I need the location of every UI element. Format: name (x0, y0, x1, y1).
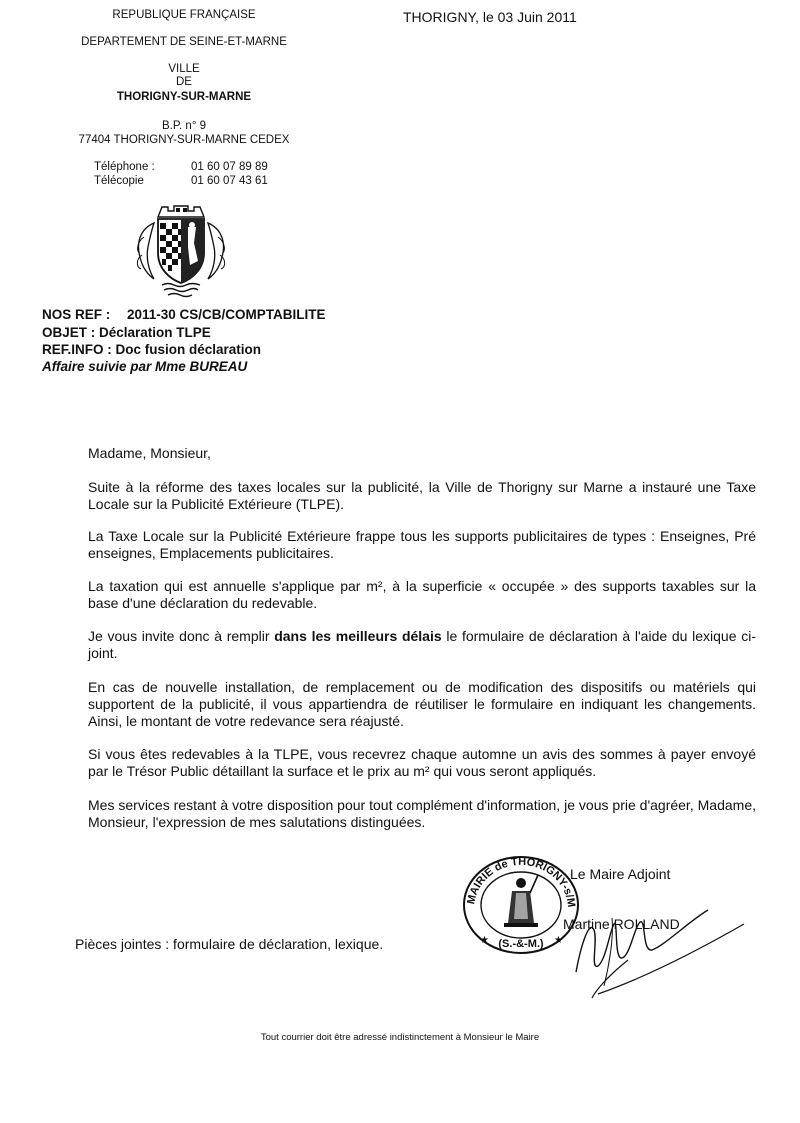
handwritten-signature-icon (568, 900, 758, 1000)
paragraph-6 (88, 746, 756, 780)
nos-ref-label: NOS REF : (42, 307, 111, 322)
de-label: DE (176, 76, 192, 88)
paragraph-7 (88, 797, 756, 831)
paragraph-4 (88, 628, 756, 662)
paragraph-2 (88, 528, 756, 562)
paragraph-2-text: La Taxe Locale sur la Publicité Extérieure frappe tous les supports publicitaires de types : Enseignes, Pré enseignes, Emplacements publicitaires. (88, 528, 756, 561)
fax-value: 01 60 07 43 61 (191, 175, 268, 187)
republic-heading: REPUBLIQUE FRANÇAISE (112, 9, 256, 21)
phone-value: 01 60 07 89 89 (191, 161, 268, 173)
paragraph-6-text: Si vous êtes redevables à la TLPE, vous recevrez chaque automne un avis des sommes à payer envoyé par le Trésor Public détaillant la surface et le prix au m² qui vous seront appliqués. (88, 746, 756, 779)
postal-address: 77404 THORIGNY-SUR-MARNE CEDEX (78, 134, 290, 146)
stamp-bottom-text: (S.-&-M.) (498, 938, 544, 950)
paragraph-5 (88, 679, 756, 730)
salutation: Madame, Monsieur, (88, 445, 211, 461)
signatory-title: Le Maire Adjoint (570, 866, 671, 882)
objet-line: OBJET : Déclaration TLPE (42, 325, 211, 340)
paragraph-5-text: En cas de nouvelle installation, de remplacement ou de modification des dispositifs ou matériels qui supportent de la publicité, il vous appartiendra de réutiliser le formulaire en indiquant les changements. Ainsi, le montant de votre redevance sera réajusté. (88, 679, 756, 729)
town-name: THORIGNY-SUR-MARNE (116, 91, 252, 103)
paragraph-4-emphasis: dans les meilleurs délais (274, 628, 442, 644)
ville-label: VILLE (168, 63, 200, 75)
paragraph-7-text: Mes services restant à votre disposition pour tout complément d'information, je vous prie d'agréer, Madame, Monsieur, l'expression de mes salutations distinguées. (88, 797, 756, 830)
svg-text:★: ★ (480, 935, 489, 946)
bp-line: B.P. n° 9 (161, 120, 207, 132)
paragraph-1 (88, 479, 756, 513)
affaire-line: Affaire suivie par Mme BUREAU (42, 359, 248, 374)
fax-label: Télécopie (94, 175, 144, 187)
department-heading: DEPARTEMENT DE SEINE-ET-MARNE (81, 36, 287, 48)
mairie-stamp-icon (460, 853, 582, 955)
footer-note: Tout courrier doit être adressé indistinctement à Monsieur le Maire (260, 1032, 540, 1043)
paragraph-3 (88, 578, 756, 612)
svg-text:★: ★ (554, 935, 563, 946)
signatory-name: Martine ROLLAND (563, 916, 680, 932)
coat-of-arms-icon (130, 203, 232, 299)
attachments-line: Pièces jointes : formulaire de déclaration, lexique. (75, 936, 384, 952)
paragraph-4-start: Je vous invite donc à remplir (88, 628, 275, 644)
paragraph-4-text (88, 628, 756, 662)
stamp-text: MAIRIE de THORIGNY-s/M (465, 855, 578, 909)
paragraph-3-text: La taxation qui est annuelle s'applique par m², à la superficie « occupée » des supports taxables sur la base d'une déclaration du redevable. (88, 578, 756, 611)
paragraph-4-end: le formulaire de déclaration à l'aide du lexique ci-joint. (88, 628, 756, 661)
ref-info-line: REF.INFO : Doc fusion déclaration (42, 342, 262, 357)
date-line: THORIGNY, le 03 Juin 2011 (403, 9, 577, 25)
nos-ref-value: 2011-30 CS/CB/COMPTABILITE (127, 307, 326, 322)
phone-label: Téléphone : (94, 161, 155, 173)
paragraph-1-text: Suite à la réforme des taxes locales sur la publicité, la Ville de Thorigny sur Marne a instauré une Taxe Locale sur la Publicité Extérieure (TLPE). (88, 479, 756, 512)
